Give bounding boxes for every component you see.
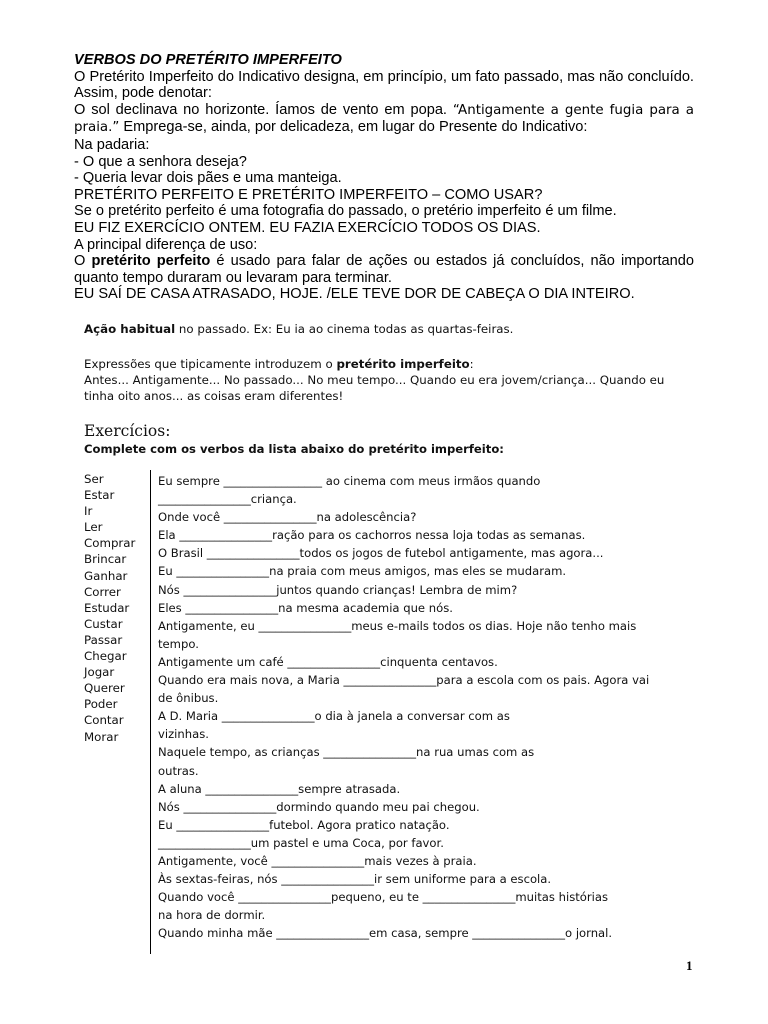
verb-item: Custar	[84, 616, 123, 631]
exercise-line: Nós ________________dormindo quando meu pai chegou.	[158, 799, 480, 814]
verb-item: Ir	[84, 504, 93, 519]
expressions-line: tinha oito anos... as coisas eram diferentes!	[84, 389, 344, 403]
verb-item: Contar	[84, 713, 124, 728]
exercise-list	[158, 472, 678, 942]
verb-item: Ler	[84, 520, 103, 535]
column-divider	[150, 470, 151, 954]
metaphor-text: Se o pretérito perfeito é uma fotografia do passado, o pretério imperfeito é um filme.	[74, 203, 617, 220]
exercise-line: tempo.	[158, 636, 199, 651]
expressions-line: Antes... Antigamente... No passado... No meu tempo... Quando eu era jovem/criança... Quando eu	[84, 373, 665, 387]
verb-item: Estudar	[84, 600, 130, 615]
dialog-line: - O que a senhora deseja?	[74, 153, 247, 170]
expressions-heading: Expressões que tipicamente introduzem o pretérito imperfeito:	[84, 357, 474, 371]
exercise-line: Quando você ________________pequeno, eu te ________________muitas histórias	[158, 890, 609, 905]
verb-item: Brincar	[84, 552, 127, 567]
page-number: 1	[686, 958, 693, 973]
difference-label: A principal diferença de uso:	[74, 236, 258, 253]
verb-item: Poder	[84, 697, 118, 712]
exercise-line: Antigamente, você ________________mais vezes à praia.	[158, 853, 477, 868]
exercise-line: Antigamente um café ________________cinquenta centavos.	[158, 654, 498, 669]
verb-item: Morar	[84, 729, 119, 744]
verb-item: Querer	[84, 681, 125, 696]
exercise-line: Ela ________________ração para os cachorros nessa loja todas as semanas.	[158, 528, 586, 543]
verb-item: Comprar	[84, 536, 136, 551]
example-caps: EU FIZ EXERCÍCIO ONTEM. EU FAZIA EXERCÍCIO TODOS OS DIAS.	[74, 219, 541, 236]
verb-item: Chegar	[84, 649, 127, 664]
exercise-line: A aluna ________________sempre atrasada.	[158, 781, 401, 796]
dialog-line: - Queria levar dois pães e uma manteiga.	[74, 170, 342, 187]
exercise-line: outras.	[158, 763, 199, 778]
intro-section	[74, 52, 694, 303]
exercise-line: Eu ________________na praia com meus amigos, mas eles se mudaram.	[158, 564, 567, 579]
exercise-line: O Brasil ________________todos os jogos de futebol antigamente, mas agora...	[158, 546, 604, 561]
definition-text: O Pretérito Imperfeito do Indicativo designa, em princípio, um fato passado, mas não concluído. Assim, pode denotar:	[74, 68, 694, 102]
verb-item: Estar	[84, 488, 115, 503]
exercise-line: ________________criança.	[158, 492, 297, 507]
exercise-line: Quando era mais nova, a Maria ________________para a escola com os pais. Agora vai	[158, 673, 650, 688]
page-title: VERBOS DO PRETÉRITO IMPERFEITO	[74, 52, 342, 68]
exercise-line: de ônibus.	[158, 691, 219, 706]
exercise-line: Às sextas-feiras, nós ________________ir sem uniforme para a escola.	[158, 872, 552, 887]
exercise-line: na hora de dormir.	[158, 908, 266, 923]
verb-item: Ser	[84, 472, 104, 486]
padaria-label: Na padaria:	[74, 136, 150, 153]
verb-list	[84, 471, 150, 745]
verb-item: Passar	[84, 632, 123, 647]
exercises-title: Exercícios:	[84, 422, 171, 440]
exercise-line: A D. Maria ________________o dia à janela a conversar com as	[158, 709, 510, 724]
verb-item: Jogar	[84, 665, 115, 680]
exercise-line: Quando minha mãe ________________em casa, sempre ________________o jornal.	[158, 926, 613, 941]
exercise-line: ________________um pastel e uma Coca, por favor.	[158, 835, 444, 850]
examples-text: O sol declinava no horizonte. Íamos de vento em popa. “Antigamente a gente fugia para a praia.” Emprega-se, ainda, por delicadeza, em lugar do Presente do Indicativo:	[74, 101, 694, 136]
example-caps: EU SAÍ DE CASA ATRASADO, HOJE. /ELE TEVE DOR DE CABEÇA O DIA INTEIRO.	[74, 286, 635, 303]
habit-note: Ação habitual no passado. Ex: Eu ia ao cinema todas as quartas-feiras.	[84, 322, 514, 336]
exercise-line: Eu ________________futebol. Agora pratico natação.	[158, 817, 450, 832]
exercise-line: Antigamente, eu ________________meus e-mails todos os dias. Hoje não tenho mais	[158, 618, 637, 633]
expressions-box	[84, 356, 664, 404]
exercise-line: Eu sempre _________________ ao cinema com meus irmãos quando	[158, 474, 541, 488]
exercise-line: Naquele tempo, as crianças ________________na rua umas com as	[158, 745, 535, 760]
exercise-line: Eles ________________na mesma academia que nós.	[158, 600, 453, 615]
exercise-line: vizinhas.	[158, 727, 209, 742]
verb-item: Ganhar	[84, 568, 128, 583]
verb-item: Correr	[84, 584, 121, 599]
exercise-line: Nós ________________juntos quando crianças! Lembra de mim?	[158, 582, 518, 597]
section-heading: PRETÉRITO PERFEITO E PRETÉRITO IMPERFEITO – COMO USAR?	[74, 186, 543, 203]
usage-text: O pretérito perfeito é usado para falar de ações ou estados já concluídos, não importando quanto tempo duraram ou levaram para terminar.	[74, 253, 694, 286]
exercises-instruction: Complete com os verbos da lista abaixo do pretérito imperfeito:	[84, 442, 504, 456]
exercise-line: Onde você ________________na adolescência?	[158, 510, 417, 525]
